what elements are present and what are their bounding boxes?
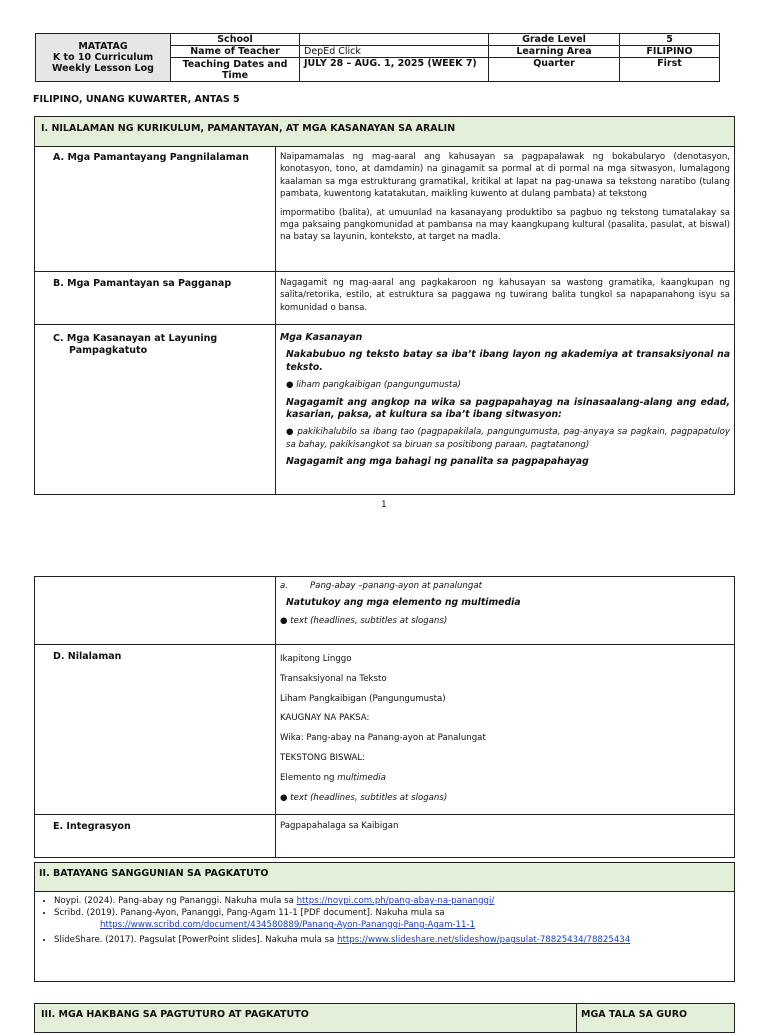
content-item: TEKSTONG BISWAL: (280, 752, 366, 763)
teacher-label: Name of Teacher (171, 46, 300, 58)
row-c-label-line-1: C. Mga Kasanayan at Layuning (53, 333, 218, 344)
row-c-content (280, 332, 730, 469)
page-number: 1 (381, 500, 387, 510)
teacher-value: DepEd Click (300, 46, 489, 58)
row-c-label (53, 333, 217, 357)
references-list (36, 895, 726, 950)
row-e-content: Pagpapahalaga sa Kaibigan (280, 821, 399, 831)
row-d-label: D. Nilalaman (53, 651, 122, 662)
row-c-continued-content (280, 580, 730, 627)
skill-4-bullet: ● text (headlines, subtitles at slogans) (280, 615, 448, 626)
content-item: Ikapitong Linggo (280, 654, 352, 664)
reference-item (54, 907, 726, 931)
dates-label: Teaching Dates and Time (171, 58, 300, 82)
skill-1-bullet: ● liham pangkaibigan (pangungumusta) (286, 380, 461, 391)
content-item: Elemento ng (280, 772, 338, 783)
document-subtitle: FILIPINO, UNANG KUWARTER, ANTAS 5 (33, 94, 240, 105)
content-item: Liham Pangkaibigan (Pangungumusta) (280, 693, 446, 704)
row-a-paragraph-2: impormatibo (balita), at umuunlad na kasanayang produktibo sa pagbuo ng tekstong tumatalakay sa mga paksaing pangkomunidad at pambansa na may kaangkupang kultural (pasalita, pasulat, at biswal) na batay sa layunin, konteksto, at target na madla. (280, 207, 730, 243)
teacher-notes-heading: MGA TALA SA GURO (576, 1003, 735, 1033)
section-3-heading: III. MGA HAKBANG SA PAGTUTURO AT PAGKATUTO (34, 1003, 577, 1033)
reference-link[interactable]: https://noypi.com.ph/pang-abay-na-pananggi/ (296, 896, 495, 906)
skills-heading: Mga Kasanayan (280, 332, 363, 343)
row-a-label: A. Mga Pamantayang Pangnilalaman (53, 152, 249, 163)
logcell-line-3: Weekly Lesson Log (52, 63, 154, 74)
logcell-line-2: K to 10 Curriculum (52, 52, 154, 63)
row-a-content (280, 151, 730, 244)
reference-text: Scribd. (2019). Panang-Ayon, Pananggi, Pang-Agam 11-1 [PDF document]. Nakuha mula sa (54, 908, 445, 918)
lesson-log-title (36, 34, 171, 82)
area-value: FILIPINO (620, 46, 720, 58)
skill-2-bullet: ● pakikihalubilo sa ibang tao (pagpapakilala, pangungumusta, pag-anyaya sa pagkain, pagpapatuloy sa bahay, pakikisangkot sa biruan sa positibong paraan, pagtatanong) (286, 427, 730, 450)
skill-2: Nagagamit ang angkop na wika sa pagpapahayag na isinasaalang-alang ang edad, kasarian, paksa, at kultura sa iba’t ibang sitwasyon: (286, 396, 730, 421)
reference-text: Noypi. (2024). Pang-abay ng Pananggi. Nakuha mula sa (54, 896, 297, 906)
content-item: ● text (headlines, subtitles at slogans) (280, 792, 448, 803)
reference-item (54, 931, 726, 950)
quarter-value: First (620, 58, 720, 82)
logcell-line-1: MATATAG (78, 41, 128, 52)
area-label: Learning Area (489, 46, 620, 58)
sublist-marker: a. (280, 581, 288, 591)
content-item: Transaksiyonal na Teksto (280, 673, 387, 684)
school-value (300, 34, 489, 46)
dates-value: JULY 28 – AUG. 1, 2025 (WEEK 7) (300, 58, 489, 82)
grade-value: 5 (620, 34, 720, 46)
quarter-label: Quarter (489, 58, 620, 82)
reference-text: SlideShare. (2017). Pagsulat [PowerPoint slides]. Nakuha mula sa (54, 935, 338, 945)
content-item: Wika: Pang-abay na Panang-ayon at Panalungat (280, 733, 486, 744)
content-item-italic: multimedia (337, 772, 386, 783)
row-c-label-line-2: Pampagkatuto (69, 345, 148, 356)
grade-label: Grade Level (489, 34, 620, 46)
school-label: School (171, 34, 300, 46)
skill-3: Nagagamit ang mga bahagi ng panalita sa pagpapahayag (286, 456, 589, 468)
section-1-heading: I. NILALAMAN NG KURIKULUM, PAMANTAYAN, AT MGA KASANAYAN SA ARALIN (34, 116, 735, 147)
row-b-content: Nagagamit ng mag-aaral ang pagkakaroon ng kahusayan sa wastong gramatika, kaangkupan ng salita/retorika, estilo, at estruktura sa paggawa ng tuwirang balita tungkol sa napapanahong isyu sa komunidad o bansa. (280, 278, 730, 313)
reference-link[interactable]: https://www.scribd.com/document/434580889/Panang-Ayon-Pananggi-Pang-Agam-11-1 (100, 920, 476, 930)
section-2-heading: II. BATAYANG SANGGUNIAN SA PAGKATUTO (34, 862, 735, 892)
skill-1: Nakabubuo ng teksto batay sa iba’t ibang layon ng akademiya at transaksiyonal na teksto. (286, 349, 730, 373)
header-table (35, 33, 720, 82)
content-item: KAUGNAY NA PAKSA: (280, 713, 370, 724)
skill-4: Natutukoy ang mga elemento ng multimedia (286, 597, 521, 609)
row-b-label: B. Mga Pamantayan sa Pagganap (53, 278, 232, 289)
row-a-paragraph-1: Naipamamalas ng mag-aaral ang kahusayan sa pagpapalawak ng bokabularyo (denotasyon, konotasyon, tono, at damdamin) na ginagamit sa pormal at di pormal na mga sitwasyon, lumalagong kaalaman sa mga estrukturang gramatikal, kritikal at lapat na pag-unawa sa tekstong naratibo (tulang pambata, kuwentong katatakutan, maikling kuwento at dulang pambata) at tekstong (280, 152, 730, 200)
row-e-label: E. Integrasyon (53, 821, 131, 832)
row-d-content (280, 650, 730, 808)
sublist-item: Pang-abay –panang-ayon at panalungat (310, 581, 482, 591)
reference-item (54, 895, 726, 907)
reference-link[interactable]: https://www.slideshare.net/slideshow/pagsulat-78825434/78825434 (337, 935, 631, 945)
